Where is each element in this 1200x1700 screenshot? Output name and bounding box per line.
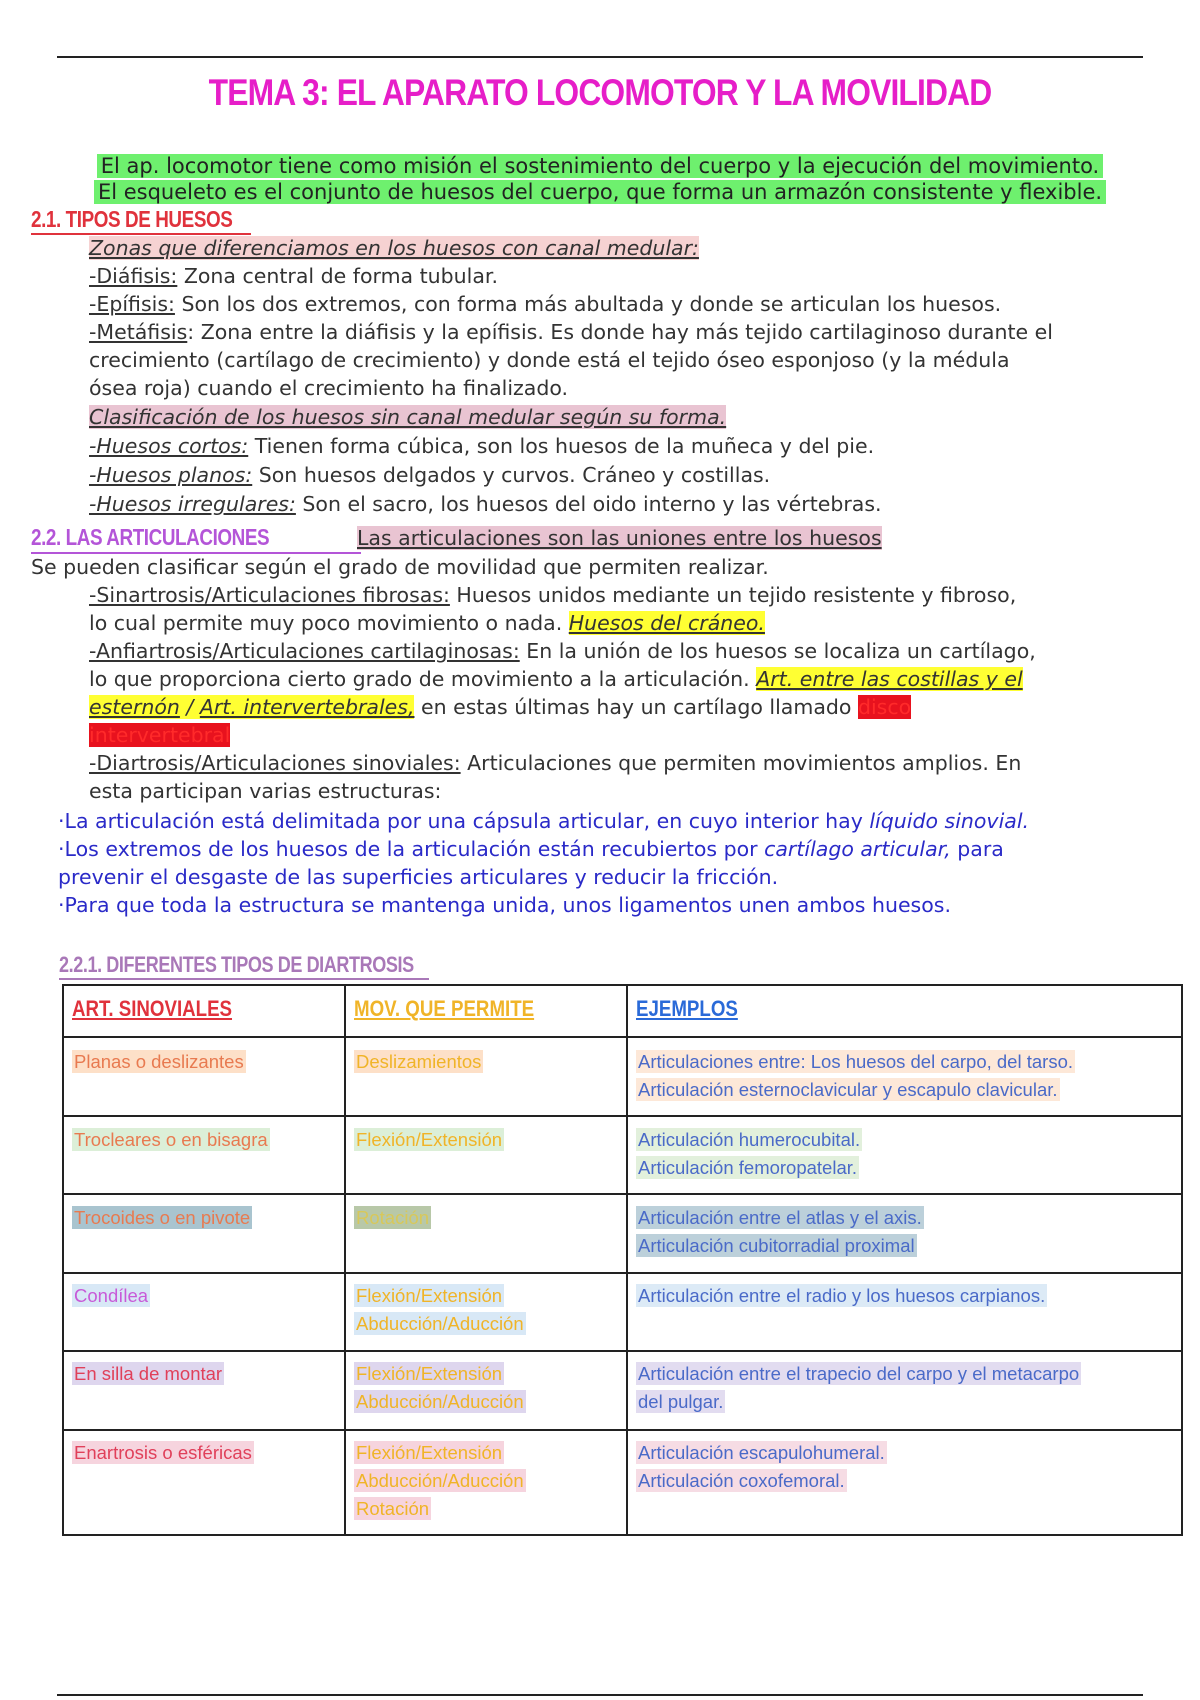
bullet-ligamentos: ·Para que toda la estructura se mantenga unida, unos ligamentos unen ambos huesos.: [58, 893, 951, 917]
term-diafisis: -Diáfisis:: [89, 264, 178, 288]
table-row: [72, 1126, 270, 1154]
bullet-capsula-text: ·La articulación está delimitada por una cápsula articular, en cuyo interior hay: [58, 809, 870, 833]
bullet-cartilago-para: para: [950, 837, 1004, 861]
diartrosis-table: [62, 984, 1183, 1536]
row-divider: [64, 1193, 1181, 1195]
cell-mov: Abducción/Aducción: [356, 1470, 524, 1491]
page-title: TEMA 3: EL APARATO LOCOMOTOR Y LA MOVILIDAD: [208, 72, 992, 113]
term-metafisis: -Metáfisis: [89, 320, 188, 344]
row-divider: [64, 1115, 1181, 1117]
cell-art: En silla de montar: [74, 1363, 223, 1384]
intervertebral-highlight: intervertebral: [89, 723, 231, 747]
cell-art: Planas o deslizantes: [74, 1051, 244, 1072]
term-epifisis: -Epífisis:: [89, 292, 175, 316]
definicion-articulaciones: Las articulaciones son las uniones entre los huesos: [357, 526, 882, 550]
cell-ej: del pulgar.: [638, 1391, 724, 1412]
subheading-canal-medular: Zonas que diferenciamos en los huesos con canal medular:: [89, 236, 699, 260]
cell-ej: Articulación coxofemoral.: [638, 1470, 845, 1491]
cell-art: Condílea: [74, 1285, 149, 1306]
table-row: [72, 1048, 246, 1076]
desc-epifisis: Son los dos extremos, con forma más abultada y donde se articulan los huesos.: [174, 292, 1002, 316]
line-diartrosis-2: esta participan varias estructuras:: [89, 779, 442, 803]
table-row: [72, 1282, 150, 1310]
table-row: [72, 1439, 254, 1467]
line-metafisis-2: crecimiento (cartílago de crecimiento) y donde está el tejido óseo esponjoso (y la médula: [89, 348, 1010, 372]
line-metafisis-1: [89, 320, 1053, 344]
table-row: [636, 1439, 887, 1495]
cell-mov: Rotación: [356, 1498, 430, 1519]
table-row: [354, 1126, 504, 1154]
line-anfiartrosis-1: [89, 639, 1036, 663]
cell-mov: Rotación: [356, 1207, 430, 1228]
bullet-cartilago-1: [58, 837, 1004, 861]
table-row: [636, 1360, 1081, 1416]
table-row: [72, 1360, 224, 1388]
header-mov-permite: MOV. QUE PERMITE: [354, 996, 535, 1021]
bullet-capsula: [58, 809, 1029, 833]
desc-anfiartrosis-3: en estas últimas hay un cartílago llamado: [414, 695, 858, 719]
table-row: [636, 1282, 1047, 1310]
desc-metafisis-1: : Zona entre la diáfisis y la epífisis. Es donde hay más tejido cartilaginoso durante el: [187, 320, 1053, 344]
cell-ej: Articulación humerocubital.: [638, 1129, 861, 1150]
cell-ej: Articulación esternoclavicular y escapulo clavicular.: [638, 1079, 1058, 1100]
cell-ej: Articulación escapulohumeral.: [638, 1442, 885, 1463]
bullet-cartilago-2: prevenir el desgaste de las superficies articulares y reducir la fricción.: [58, 865, 779, 889]
ejemplo-anfiartrosis-1: Art. entre las costillas y el: [756, 667, 1023, 691]
bullet-cartilago-text: ·Los extremos de los huesos de la articulación están recubiertos por: [58, 837, 765, 861]
cell-mov: Flexión/Extensión: [356, 1363, 503, 1384]
cell-ej: Articulaciones entre: Los huesos del carpo, del tarso.: [638, 1051, 1073, 1072]
disco-highlight: disco: [857, 695, 912, 719]
desc-sinartrosis-1: Huesos unidos mediante un tejido resistente y fibroso,: [449, 583, 1017, 607]
heading-tipos-diartrosis: 2.2.1. DIFERENTES TIPOS DE DIARTROSIS: [59, 952, 414, 977]
cell-mov: Abducción/Aducción: [356, 1313, 524, 1334]
table-row: [354, 1439, 526, 1523]
line-anfiartrosis-4: [89, 723, 230, 747]
cell-ej: Articulación cubitorradial proximal: [638, 1235, 915, 1256]
col-divider: [344, 986, 346, 1534]
heading-tipos-huesos: 2.1. TIPOS DE HUESOS: [31, 206, 233, 232]
line-huesos-irregulares: [89, 492, 882, 516]
cell-ej: Articulación entre el radio y los huesos carpianos.: [638, 1285, 1046, 1306]
table-row: [636, 1048, 1075, 1104]
desc-anfiartrosis-1: En la unión de los huesos se localiza un cartílago,: [519, 639, 1036, 663]
table-row: [354, 1282, 526, 1338]
cell-mov: Flexión/Extensión: [356, 1442, 503, 1463]
table-row: [354, 1048, 483, 1076]
heading-underline: [31, 552, 361, 554]
row-divider: [64, 1350, 1181, 1352]
line-huesos-planos: [89, 463, 770, 487]
line-sinartrosis-2: [89, 611, 765, 635]
table-row: [636, 1126, 862, 1182]
cell-art: Enartrosis o esféricas: [74, 1442, 252, 1463]
desc-sinartrosis-2: lo cual permite muy poco movimiento o nada.: [89, 611, 569, 635]
table-row: [354, 1360, 526, 1416]
cell-ej: Articulación entre el atlas y el axis.: [638, 1207, 922, 1228]
intro-text-1: El ap. locomotor tiene como misión el sostenimiento del cuerpo y la ejecución del movimiento.: [97, 154, 1103, 178]
term-anfiartrosis: -Anfiartrosis/Articulaciones cartilaginosas:: [89, 639, 520, 663]
term-cartilago-articular: cartílago articular,: [764, 837, 951, 861]
desc-diartrosis-1: Articulaciones que permiten movimientos amplios. En: [460, 751, 1022, 775]
table-row: [636, 1204, 924, 1260]
cell-ej: Articulación entre el trapecio del carpo y el metacarpo: [638, 1363, 1080, 1384]
intro-text-2: El esqueleto es el conjunto de huesos del cuerpo, que forma un armazón consistente y flexible.: [94, 180, 1106, 204]
term-cortos: -Huesos cortos:: [89, 434, 249, 458]
heading-articulaciones: 2.2. LAS ARTICULACIONES: [31, 524, 270, 550]
ejemplo-anfiartrosis-3: Art. intervertebrales,: [199, 695, 415, 719]
subheading-sin-canal: Clasificación de los huesos sin canal medular según su forma.: [89, 405, 727, 429]
cell-mov: Flexión/Extensión: [356, 1285, 503, 1306]
line-clasificacion: Se pueden clasificar según el grado de movilidad que permiten realizar.: [31, 555, 769, 579]
desc-cortos: Tienen forma cúbica, son los huesos de la muñeca y del pie.: [248, 434, 875, 458]
cell-art: Trocoides o en pivote: [74, 1207, 251, 1228]
line-anfiartrosis-3: [89, 695, 911, 719]
line-diartrosis-1: [89, 751, 1021, 775]
line-diafisis: [89, 264, 498, 288]
cell-art: Trocleares o en bisagra: [74, 1129, 268, 1150]
cell-mov: Abducción/Aducción: [356, 1391, 524, 1412]
heading-underline: [59, 978, 429, 980]
ejemplo-separador: /: [179, 695, 200, 719]
term-irregulares: -Huesos irregulares:: [89, 492, 296, 516]
top-rule: [57, 56, 1143, 58]
ejemplo-anfiartrosis-2: esternón: [89, 695, 180, 719]
cell-mov: Flexión/Extensión: [356, 1129, 503, 1150]
bottom-rule: [57, 1694, 1143, 1696]
line-huesos-cortos: [89, 434, 874, 458]
desc-diafisis: Zona central de forma tubular.: [177, 264, 498, 288]
heading-underline: [31, 233, 251, 235]
desc-irregulares: Son el sacro, los huesos del oido interno y las vértebras.: [295, 492, 882, 516]
line-metafisis-3: ósea roja) cuando el crecimiento ha finalizado.: [89, 376, 569, 400]
table-row: [354, 1204, 431, 1232]
term-diartrosis: -Diartrosis/Articulaciones sinoviales:: [89, 751, 461, 775]
intro-line-2: [0, 180, 1200, 204]
line-sinartrosis-1: [89, 583, 1016, 607]
col-divider: [626, 986, 628, 1534]
row-divider: [64, 1429, 1181, 1431]
row-divider: [64, 1272, 1181, 1274]
term-liquido-sinovial: líquido sinovial.: [869, 809, 1030, 833]
desc-planos: Son huesos delgados y curvos. Cráneo y costillas.: [252, 463, 771, 487]
line-anfiartrosis-2: [89, 667, 1023, 691]
header-art-sinoviales: ART. SINOVIALES: [72, 996, 233, 1021]
cell-mov: Deslizamientos: [356, 1051, 482, 1072]
table-row: [72, 1204, 252, 1232]
header-ejemplos: EJEMPLOS: [636, 996, 738, 1021]
desc-anfiartrosis-2: lo que proporciona cierto grado de movimiento a la articulación.: [89, 667, 757, 691]
ejemplo-sinartrosis: Huesos del cráneo.: [568, 611, 765, 635]
row-divider: [64, 1036, 1181, 1038]
term-sinartrosis: -Sinartrosis/Articulaciones fibrosas:: [89, 583, 450, 607]
term-planos: -Huesos planos:: [89, 463, 253, 487]
intro-line-1: [0, 154, 1200, 178]
line-epifisis: [89, 292, 1001, 316]
cell-ej: Articulación femoropatelar.: [638, 1157, 858, 1178]
